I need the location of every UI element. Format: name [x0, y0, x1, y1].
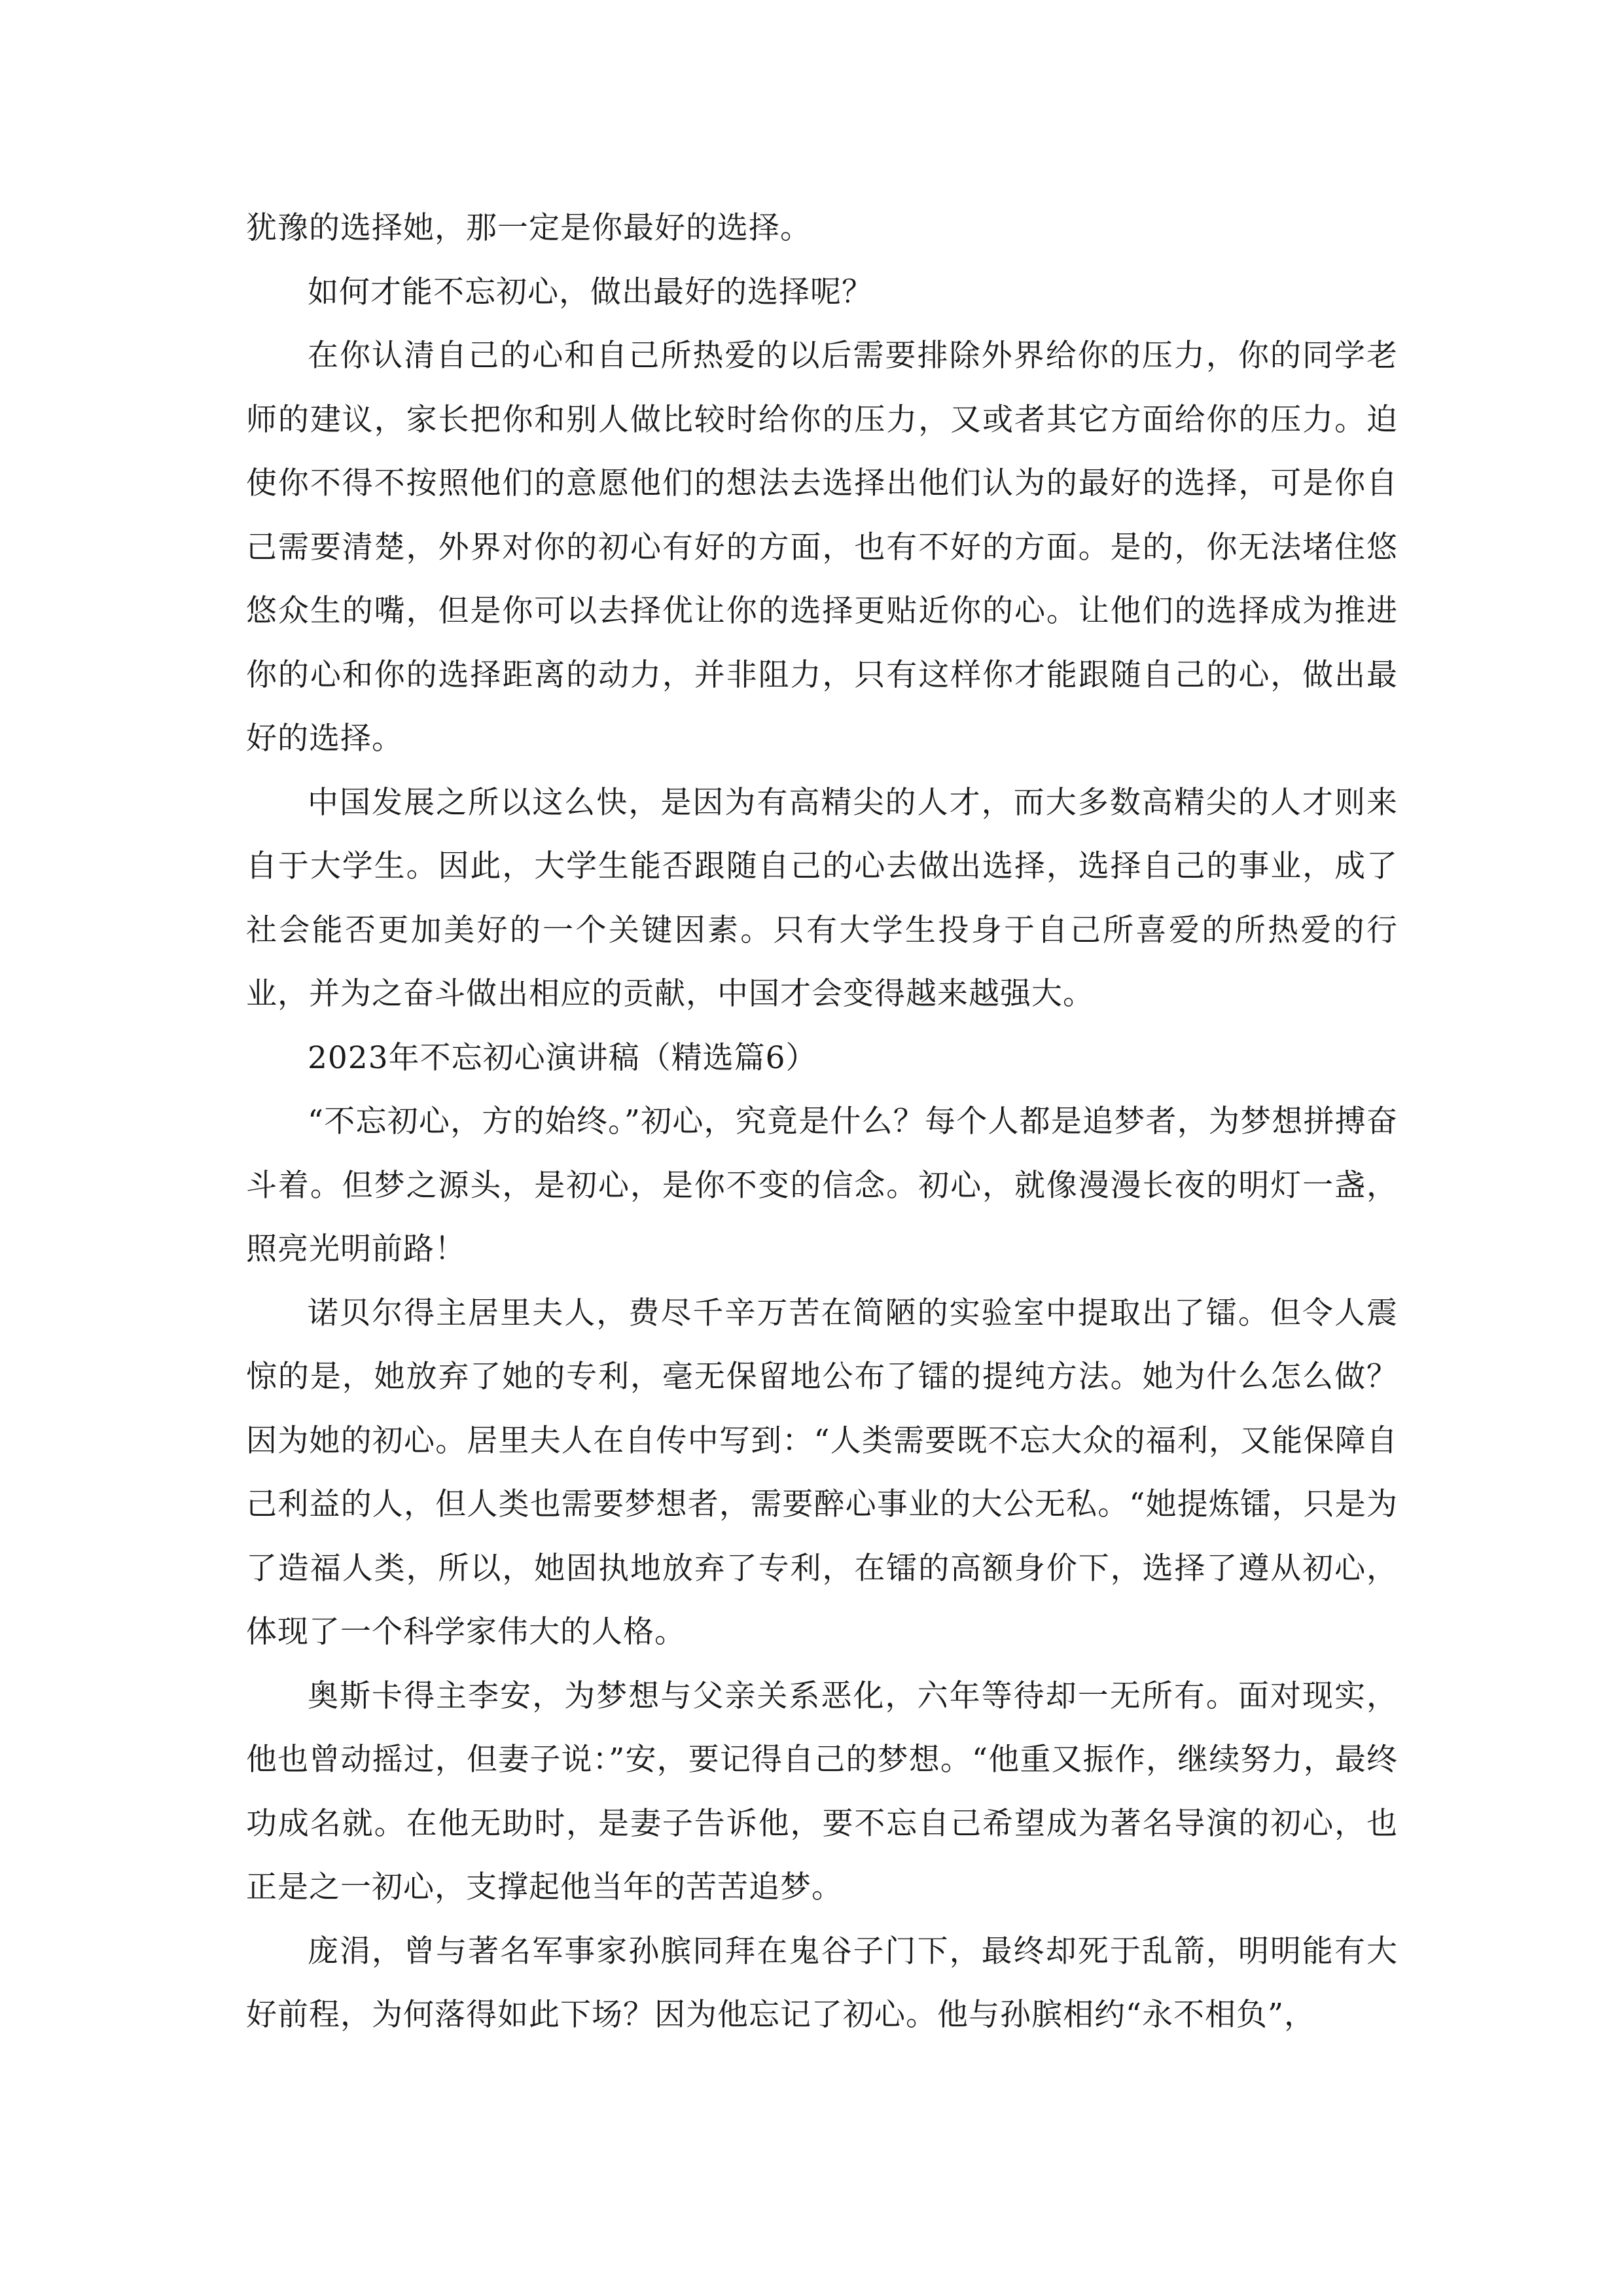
paragraph: 庞涓，曾与著名军事家孙膑同拜在鬼谷子门下，最终却死于乱箭，明明能有大好前程，为何落得如此下场？因为他忘记了初心。他与孙膑相约“永不相负”， [246, 1933, 1398, 2033]
section-heading: 2023年不忘初心演讲稿（精选篇6） [308, 1039, 817, 1076]
paragraph: 奥斯卡得主李安，为梦想与父亲关系恶化，六年等待却一无所有。面对现实，他也曾动摇过，但妻子说：”安，要记得自己的梦想。“他重又振作，继续努力，最终功成名就。在他无助时，是妻子告诉他，要不忘自己希望成为著名导演的初心，也正是之一初心，支撑起他当年的苦苦追梦。 [246, 1677, 1398, 1905]
paragraph: “不忘初心，方的始终。”初心，究竟是什么？每个人都是追梦者，为梦想拼搏奋斗着。但梦之源头，是初心，是你不变的信念。初心，就像漫漫长夜的明灯一盏，照亮光明前路！ [246, 1103, 1398, 1267]
document-body [246, 196, 1398, 2047]
paragraph: 诺贝尔得主居里夫人，费尽千辛万苦在简陋的实验室中提取出了镭。但令人震惊的是，她放弃了她的专利，毫无保留地公布了镭的提纯方法。她为什么怎么做？因为她的初心。居里夫人在自传中写到：“人类需要既不忘大众的福利，又能保障自己利益的人，但人类也需要梦想者，需要醉心事业的大公无私。“她提炼镭，只是为了造福人类，所以，她固执地放弃了专利，在镭的高额身价下，选择了遵从初心，体现了一个科学家伟大的人格。 [246, 1295, 1398, 1650]
paragraph: 在你认清自己的心和自己所热爱的以后需要排除外界给你的压力，你的同学老师的建议，家长把你和别人做比较时给你的压力，又或者其它方面给你的压力。迫使你不得不按照他们的意愿他们的想法去选择出他们认为的最好的选择，可是你自己需要清楚，外界对你的初心有好的方面，也有不好的方面。是的，你无法堵住悠悠众生的嘴，但是你可以去择优让你的选择更贴近你的心。让他们的选择成为推进你的心和你的选择距离的动力，并非阻力，只有这样你才能跟随自己的心，做出最好的选择。 [246, 338, 1398, 757]
paragraph: 中国发展之所以这么快，是因为有高精尖的人才，而大多数高精尖的人才则来自于大学生。因此，大学生能否跟随自己的心去做出选择，选择自己的事业，成了社会能否更加美好的一个关键因素。只有大学生投身于自己所喜爱的所热爱的行业，并为之奋斗做出相应的贡献，中国才会变得越来越强大。 [246, 784, 1398, 1012]
paragraph: 犹豫的选择她，那一定是你最好的选择。 [246, 210, 812, 246]
paragraph: 如何才能不忘初心，做出最好的选择呢？ [308, 274, 873, 310]
